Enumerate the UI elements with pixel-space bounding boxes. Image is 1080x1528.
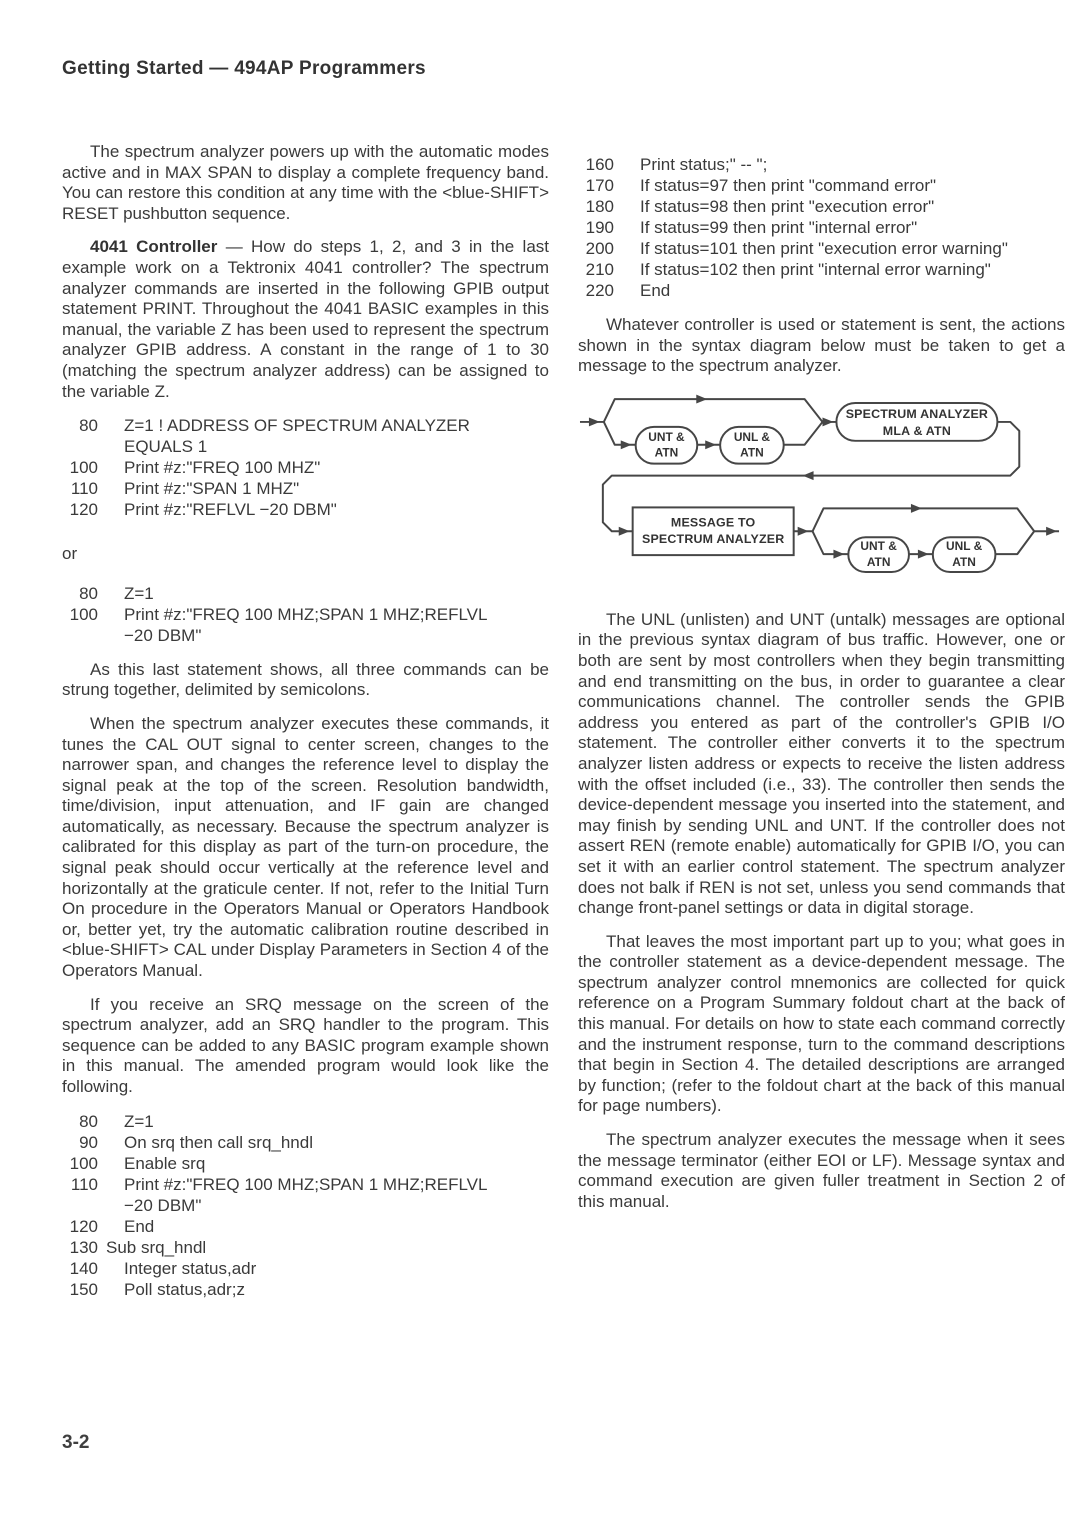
code-line-number: 200 — [585, 239, 614, 258]
paragraph-leaves: That leaves the most important part up to you; what goes in the controller statement as a device-dependent message. The spectrum analyzer control mnemonics are collected for quick reference on a Program Summary foldout chart at the back of this manual. For details on how to state each command correctly and the instrument response, turn to the command descriptions that begin in Section 4. The detailed descriptions are arranged by function; (refer to the foldout chart at the back of this manual for page numbers). — [578, 931, 1065, 1116]
diagram-node-label: ATN — [740, 445, 764, 460]
code-line-text: If status=102 then print "internal error warning" — [640, 260, 991, 279]
code-line-number: 80 — [79, 583, 98, 603]
code-line — [578, 196, 1065, 217]
code-line — [62, 1195, 549, 1216]
code-line-number: 110 — [70, 479, 98, 499]
code-line — [578, 238, 1065, 259]
code-line — [62, 1153, 549, 1174]
code-line-number: 190 — [585, 218, 614, 237]
diagram-arrowhead — [833, 549, 844, 558]
code-line-text: Z=1 ! ADDRESS OF SPECTRUM ANALYZER — [124, 416, 470, 436]
page-header-title: Getting Started — 494AP Programmers — [62, 58, 426, 79]
code-line-number: 140 — [69, 1258, 98, 1278]
diagram-connector — [784, 422, 837, 445]
code-line-text: Print #z:"FREQ 100 MHZ;SPAN 1 MHZ;REFLVL — [124, 1174, 488, 1194]
code-line-text: Print #z:"SPAN 1 MHZ" — [124, 479, 300, 499]
diagram-node-label: ATN — [866, 554, 891, 569]
diagram-arrowhead — [619, 527, 630, 536]
diagram-connector — [995, 531, 1059, 554]
diagram-node-label: MESSAGE TO — [670, 515, 756, 530]
diagram-arrowhead — [798, 527, 809, 536]
code-line-number — [62, 436, 98, 457]
code-line-text: If status=98 then print "execution error" — [640, 197, 935, 216]
code-line — [62, 436, 549, 457]
code-line — [578, 259, 1065, 280]
page-number: 3-2 — [62, 1432, 90, 1453]
code-line-number: 100 — [69, 604, 98, 624]
code-line — [62, 415, 549, 436]
code-line-number: 110 — [70, 1174, 98, 1194]
syntax-diagram — [578, 393, 1065, 592]
paragraph-unl-unt: The UNL (unlisten) and UNT (untalk) messages are optional in the previous syntax diagram of bus traffic. However, one or both are sent by most controllers when they begin transmitting and end transmitting on the bus, in order to guarantee a clear communications channel. The controller sends the GPIB address you entered as part of the controller's GPIB I/O statement. The controller either converts it to the spectrum analyzer listen address or expects to receive the listen address with the offset included (i.e., 33). The controller then sends the device-dependent message you inserted into the statement, and may finish by sending UNL and UNT. If the controller does not assert REN (remote enable) automatically for GPIB I/O, you can set it with an earlier control statement. The spectrum analyzer does not balk if REN is not set, unless you send commands that change front-panel settings or data in digital storage. — [578, 609, 1065, 918]
code-line — [62, 1258, 549, 1279]
code-line — [62, 478, 549, 499]
code-line-text: Enable srq — [124, 1153, 206, 1173]
or-label: or — [62, 544, 78, 564]
code-line — [62, 583, 549, 604]
code-line-text: Print #z:"REFLVL −20 DBM" — [124, 500, 337, 520]
code-line-text: End — [640, 281, 671, 300]
code-line-number: 80 — [79, 1111, 98, 1131]
code-line — [578, 217, 1065, 238]
code-line — [62, 1216, 549, 1237]
diagram-arrowhead — [918, 549, 929, 558]
diagram-arrowhead — [621, 440, 632, 449]
code-listing-3 — [62, 1111, 549, 1300]
paragraph-whatever: Whatever controller is used or statement is sent, the actions shown in the syntax diagram below must be taken to get a message to the spectrum analyzer. — [578, 315, 1065, 376]
code-line — [62, 1111, 549, 1132]
diagram-connector — [604, 399, 823, 422]
code-line-text: Print #z:"FREQ 100 MHZ;SPAN 1 MHZ;REFLVL — [124, 604, 488, 624]
paragraph-4041-controller — [62, 237, 549, 402]
code-line-number: 160 — [585, 155, 614, 174]
code-line-number: 170 — [585, 176, 614, 195]
code-line-number: 130 — [69, 1237, 98, 1257]
code-line — [62, 1174, 549, 1195]
left-column — [62, 142, 549, 1314]
code-line-number: 220 — [585, 281, 614, 300]
diagram-arrowhead — [696, 394, 707, 403]
code-line-text: Sub srq_hndl — [106, 1237, 207, 1257]
paragraph-srq: If you receive an SRQ message on the screen of the spectrum analyzer, add an SRQ handler to the program. This sequence can be added to any BASIC program example shown in this manual. The amended program would look like the following. — [62, 994, 549, 1096]
diagram-node-label: SPECTRUM ANALYZER — [845, 406, 989, 421]
code-line-text: End — [124, 1216, 155, 1236]
diagram-arrowhead — [589, 417, 600, 426]
code-line-text: −20 DBM" — [124, 1195, 202, 1215]
code-line-text: Poll status,adr;z — [124, 1279, 245, 1299]
diagram-node-label: ATN — [654, 445, 679, 460]
code-line — [62, 604, 549, 625]
code-line-number: 100 — [69, 1153, 98, 1173]
code-line-number: 120 — [69, 500, 98, 520]
code-line-text: Z=1 — [124, 1111, 154, 1131]
code-line-text: EQUALS 1 — [124, 437, 208, 457]
code-line-number: 210 — [585, 260, 614, 279]
diagram-node-label: UNT & — [860, 538, 897, 553]
code-listing-2 — [62, 583, 549, 646]
diagram-node-label: MLA & ATN — [882, 423, 951, 438]
diagram-connector — [604, 422, 636, 445]
code-line-text: Integer status,adr — [124, 1258, 257, 1278]
diagram-node-label: UNT & — [648, 429, 685, 444]
code-line-text: Print status;" -- "; — [640, 155, 768, 174]
right-column — [578, 142, 1065, 1225]
code-line-number: 90 — [79, 1132, 98, 1152]
code-line-number: 80 — [79, 416, 98, 436]
paragraph-executes-message: The spectrum analyzer executes the message when it sees the message terminator (either EOI or LF). Message syntax and command execution are given fuller treatment in Section 2 of this manual. — [578, 1130, 1065, 1211]
diagram-connector — [813, 508, 1035, 531]
code-line — [62, 1237, 549, 1258]
paragraph-strung: As this last statement shows, all three commands can be strung together, delimited by semicolons. — [62, 659, 549, 700]
code-line — [62, 1132, 549, 1153]
code-line — [578, 175, 1065, 196]
diagram-arrowhead — [911, 504, 922, 513]
code-line-text: Print #z:"FREQ 100 MHZ" — [124, 458, 321, 478]
code-line-text: If status=101 then print "execution error warning" — [640, 239, 1008, 258]
code-line-number — [62, 1195, 98, 1216]
code-listing-4 — [578, 154, 1065, 301]
diagram-arrowhead — [1046, 527, 1057, 536]
diagram-node-label: UNL & — [946, 538, 983, 553]
code-line-text: If status=99 then print "internal error" — [640, 218, 918, 237]
code-line-text: On srq then call srq_hndl — [124, 1132, 313, 1152]
code-line — [62, 457, 549, 478]
code-line — [62, 499, 549, 520]
code-line-number: 100 — [69, 458, 98, 478]
diagram-connector — [813, 531, 849, 554]
diagram-arrowhead — [803, 471, 814, 480]
diagram-node-label: SPECTRUM ANALYZER — [641, 531, 785, 546]
code-listing-1 — [62, 415, 549, 520]
code-line-number: 120 — [69, 1216, 98, 1236]
code-line — [62, 625, 549, 646]
code-line-text: −20 DBM" — [124, 625, 202, 645]
code-line — [62, 1279, 549, 1300]
paragraph-4041-lead: 4041 Controller — [90, 237, 218, 257]
code-line-number — [62, 625, 98, 646]
diagram-node-label: UNL & — [733, 429, 771, 444]
code-line — [578, 280, 1065, 301]
paragraph-powerup: The spectrum analyzer powers up with the automatic modes active and in MAX SPAN to display a complete frequency band. You can restore this condition at any time with the <blue-SHIFT> RESET pushbutton sequence. — [62, 142, 549, 223]
paragraph-4041-rest: — How do steps 1, 2, and 3 in the last example work on a Tektronix 4041 controller? The spectrum analyzer commands are inserted in the following GPIB output statement PRINT. Throughout the 4041 BASIC examples in this manual, the variable Z has been used to represent the spectrum analyzer GPIB address. A constant in the range of 1 to 30 (matching the spectrum analyzer address) can be assigned to the variable Z. — [62, 237, 550, 401]
code-line — [578, 154, 1065, 175]
code-line-text: Z=1 — [124, 583, 154, 603]
code-line-text: If status=97 then print "command error" — [640, 176, 937, 195]
diagram-arrowhead — [822, 417, 833, 426]
diagram-node-label: ATN — [952, 554, 976, 569]
code-line-number: 150 — [69, 1279, 98, 1299]
diagram-arrowhead — [705, 440, 716, 449]
paragraph-executes: When the spectrum analyzer executes these commands, it tunes the CAL OUT signal to center screen, changes to the narrower span, and changes the reference level to display the signal peak at the top of the screen. Resolution bandwidth, time/division, input attenuation, and IF gain are changed automatically, as necessary. Because the spectrum analyzer is calibrated for this display as part of the turn-on procedure, the signal peak should occur vertically at the reference level and horizontally at the graticule center. If not, refer to the Initial Turn On procedure in the Operators Manual or Operators Handbook or, better yet, try the automatic calibration routine described in <blue-SHIFT> CAL under Display Parameters in Section 4 of the Operators Manual. — [62, 713, 549, 981]
code-line-number: 180 — [585, 197, 614, 216]
